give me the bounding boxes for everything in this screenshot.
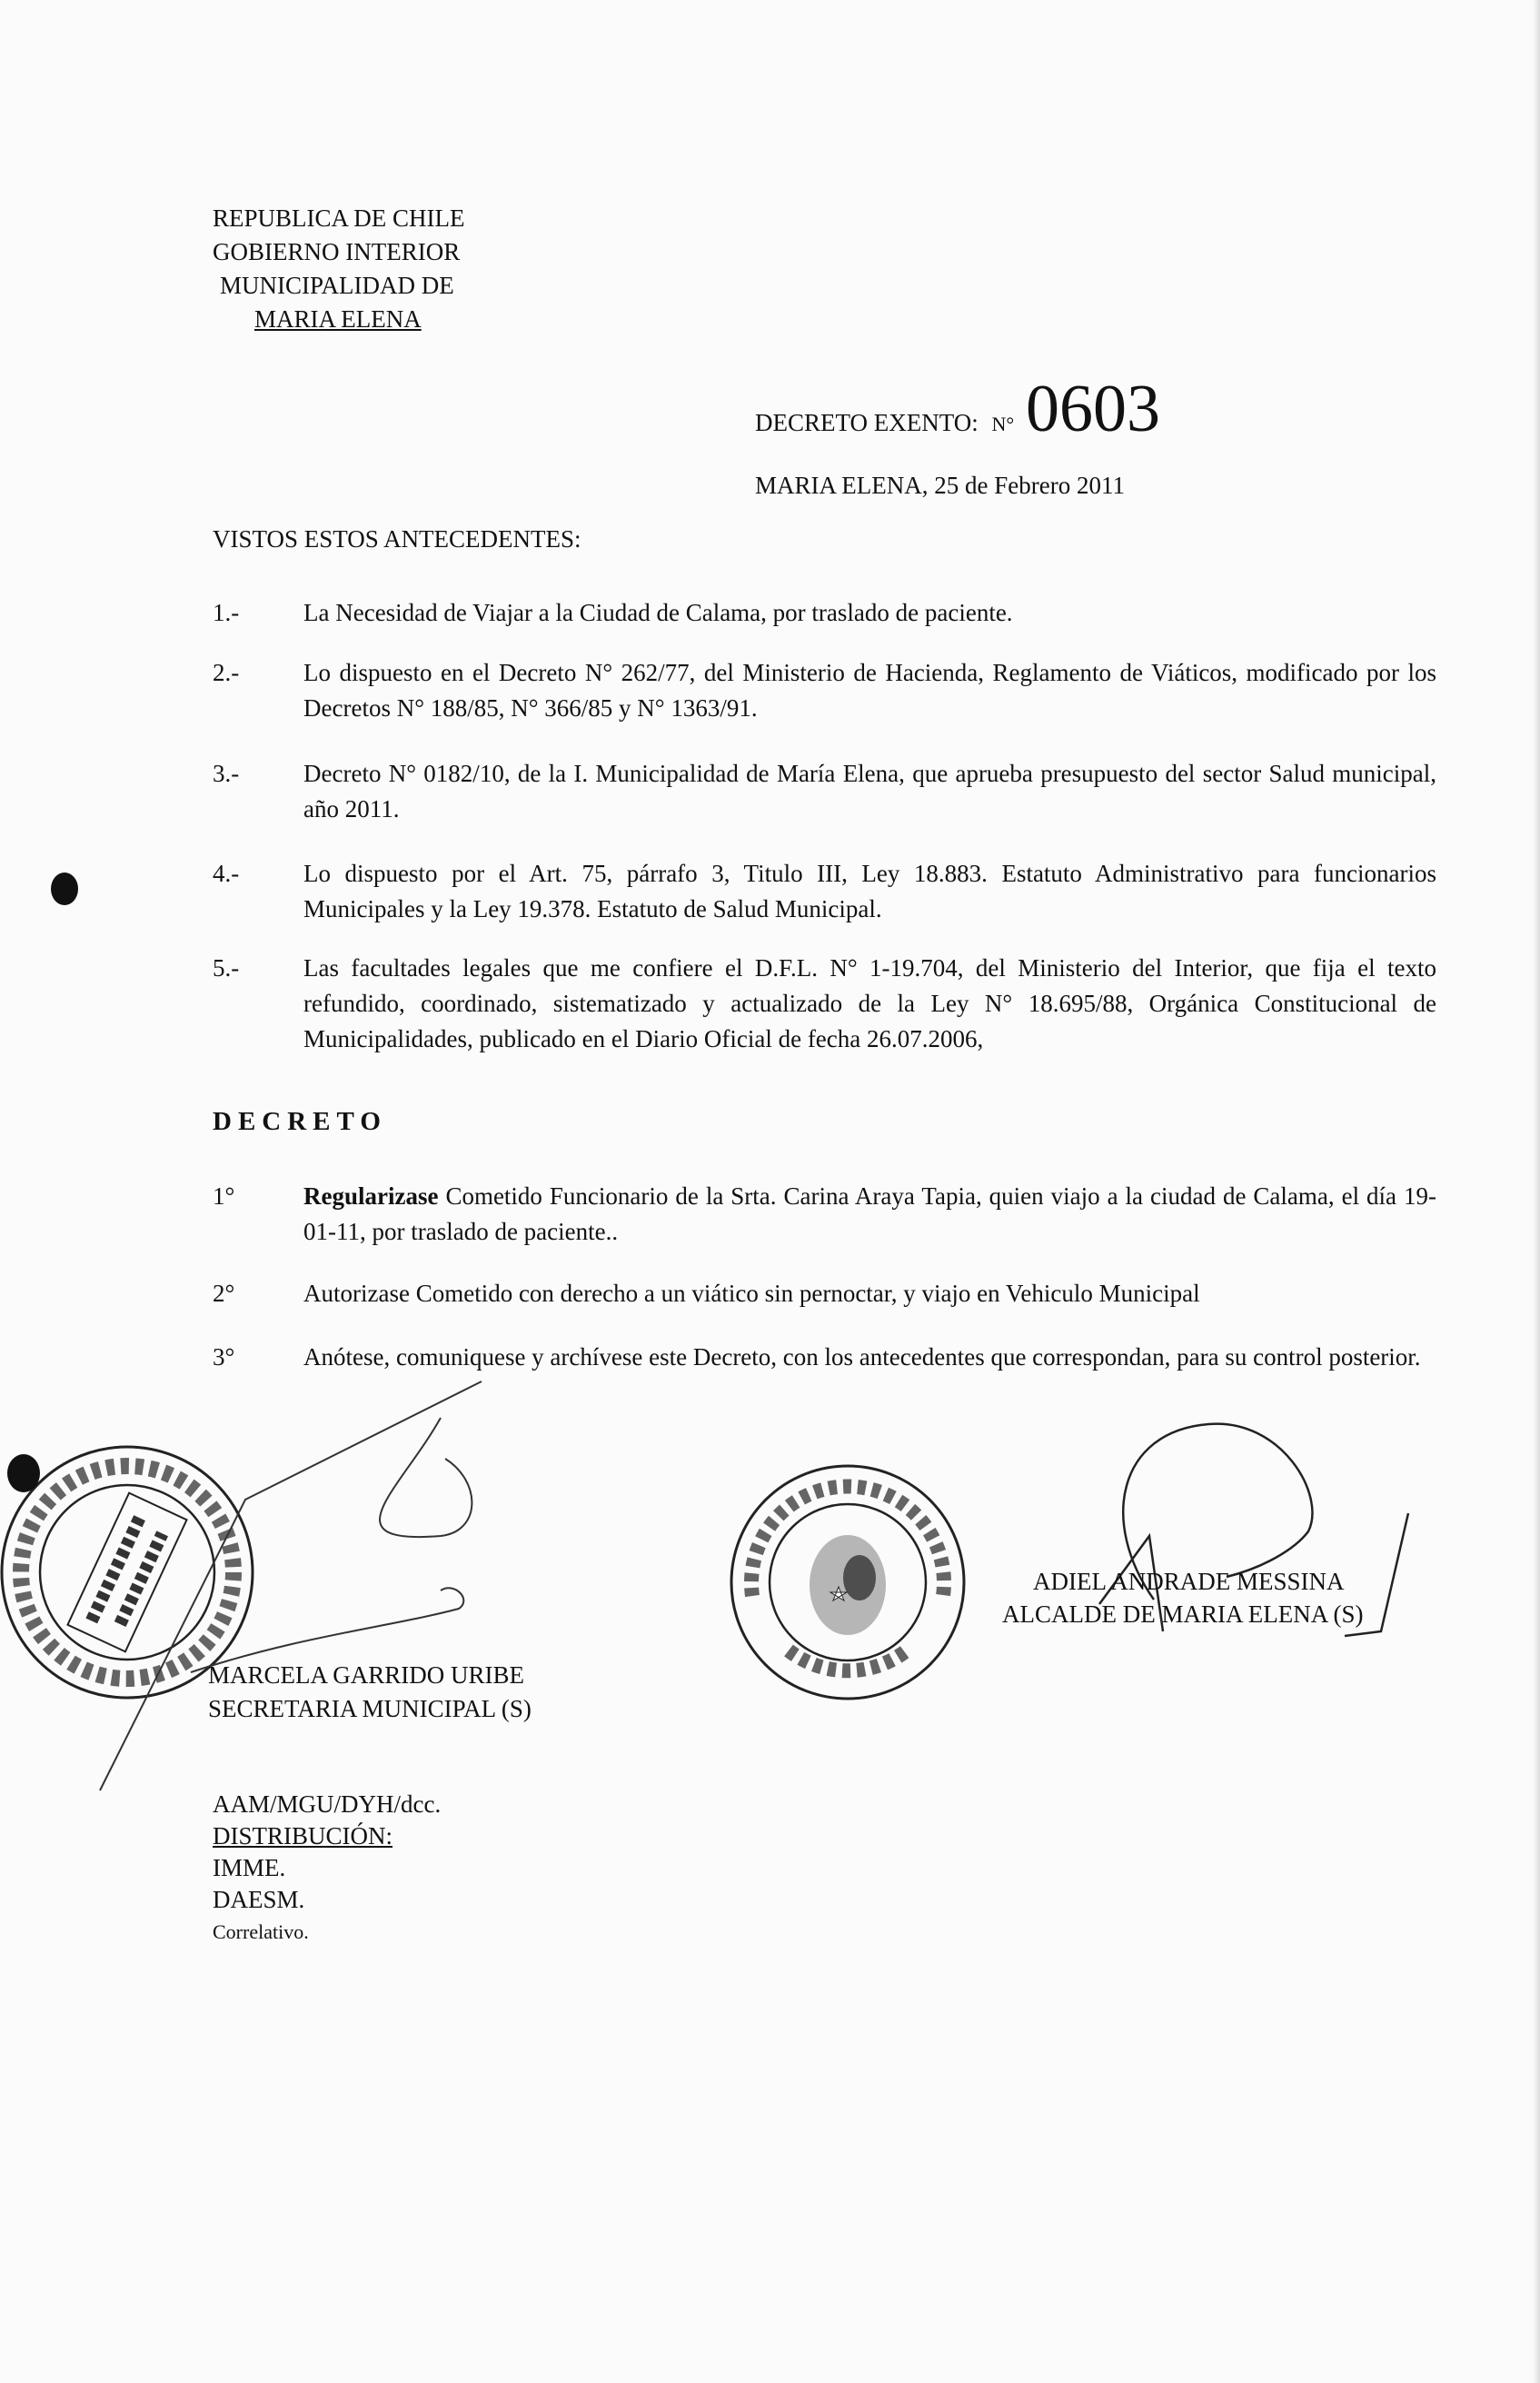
letterhead — [213, 202, 465, 336]
decreto-item — [213, 1276, 1436, 1311]
decreto-heading: DECRETO — [213, 1107, 387, 1136]
secretary-name: MARCELA GARRIDO URIBE — [208, 1661, 525, 1689]
scan-edge — [1533, 0, 1540, 2383]
vistos-item — [213, 856, 1436, 927]
distribution-recipient: DAESM. — [213, 1886, 305, 1913]
item-text: Decreto N° 0182/10, de la I. Municipalidad de María Elena, que aprueba presupuesto del sector Salud municipal, año 2011. — [303, 760, 1436, 823]
vistos-heading: VISTOS ESTOS ANTECEDENTES: — [213, 525, 581, 553]
punch-hole-mark — [51, 872, 78, 905]
item-text: La Necesidad de Viajar a la Ciudad de Calama, por traslado de paciente. — [303, 599, 1013, 626]
item-text: Lo dispuesto en el Decreto N° 262/77, del Ministerio de Hacienda, Reglamento de Viáticos, modificado por los Decretos N° 188/85, N° 366/85 y N° 1363/91. — [303, 659, 1436, 722]
mayor-signature-block — [1002, 1565, 1363, 1630]
item-number: 1° — [213, 1182, 235, 1210]
letterhead-line: MUNICIPALIDAD DE — [220, 272, 454, 299]
item-bold-text: Regularizase — [303, 1182, 439, 1210]
letterhead-line: GOBIERNO INTERIOR — [213, 238, 461, 265]
place-date: MARIA ELENA, 25 de Febrero 2011 — [755, 472, 1125, 499]
decree-number: 0603 — [1025, 372, 1160, 446]
reference-initials: AAM/MGU/DYH/dcc. — [213, 1790, 442, 1818]
decree-number-block — [755, 371, 1160, 448]
correlative: Correlativo. — [213, 1920, 309, 1943]
vistos-item — [213, 951, 1436, 1057]
distribution-label: DISTRIBUCIÓN: — [213, 1822, 393, 1850]
letterhead-line: MARIA ELENA — [254, 305, 422, 333]
item-number: 3.- — [213, 760, 240, 787]
item-number: 2° — [213, 1280, 235, 1307]
mayor-title: ALCALDE DE MARIA ELENA (S) — [1002, 1600, 1364, 1628]
secretary-signature-block — [208, 1659, 532, 1726]
vistos-item — [213, 655, 1436, 726]
item-text: Autorizase Cometido con derecho a un viático sin pernoctar, y viajo en Vehiculo Municipal — [303, 1280, 1200, 1307]
decreto-item — [213, 1179, 1436, 1250]
item-body-text: Cometido Funcionario de la Srta. Carina Araya Tapia, quien viajo a la ciudad de Calama, el día 19-01-11, por traslado de paciente.. — [303, 1182, 1436, 1245]
item-text: Las facultades legales que me confiere el D.F.L. N° 1-19.704, del Ministerio del Interior, que fija el texto refundido, coordinado, sistematizado y actualizado de la Ley N° 18.695/88, Orgánica Constitucional de Municipalidades, publicado en el Diario Oficial de fecha 26.07.2006, — [303, 954, 1436, 1052]
decree-number-prefix: N° — [991, 413, 1015, 435]
item-number: 2.- — [213, 659, 240, 686]
decree-label: DECRETO EXENTO: — [755, 409, 979, 436]
secretary-signature — [91, 1345, 545, 1800]
mayor-name: ADIEL ANDRADE MESSINA — [1033, 1568, 1345, 1595]
item-text — [303, 1179, 1436, 1250]
item-number: 5.- — [213, 954, 240, 982]
item-number: 3° — [213, 1343, 235, 1371]
vistos-item — [213, 595, 1436, 631]
vistos-item — [213, 756, 1436, 827]
item-number: 4.- — [213, 860, 240, 887]
item-number: 1.- — [213, 599, 240, 626]
distribution-recipient: IMME. — [213, 1854, 286, 1881]
item-text: Lo dispuesto por el Art. 75, párrafo 3, Titulo III, Ley 18.883. Estatuto Administrativo para funcionarios Municipales y la Ley 19.378. Estatuto de Salud Municipal. — [303, 860, 1436, 922]
alcaldia-municipal-stamp — [725, 1460, 970, 1705]
distribution-block — [213, 1789, 441, 1948]
letterhead-line: REPUBLICA DE CHILE — [213, 204, 465, 232]
item-text: Anótese, comuniquese y archívese este Decreto, con los antecedentes que correspondan, para su control posterior. — [303, 1343, 1421, 1371]
secretary-title: SECRETARIA MUNICIPAL (S) — [208, 1695, 532, 1722]
punch-hole-mark — [7, 1454, 40, 1492]
